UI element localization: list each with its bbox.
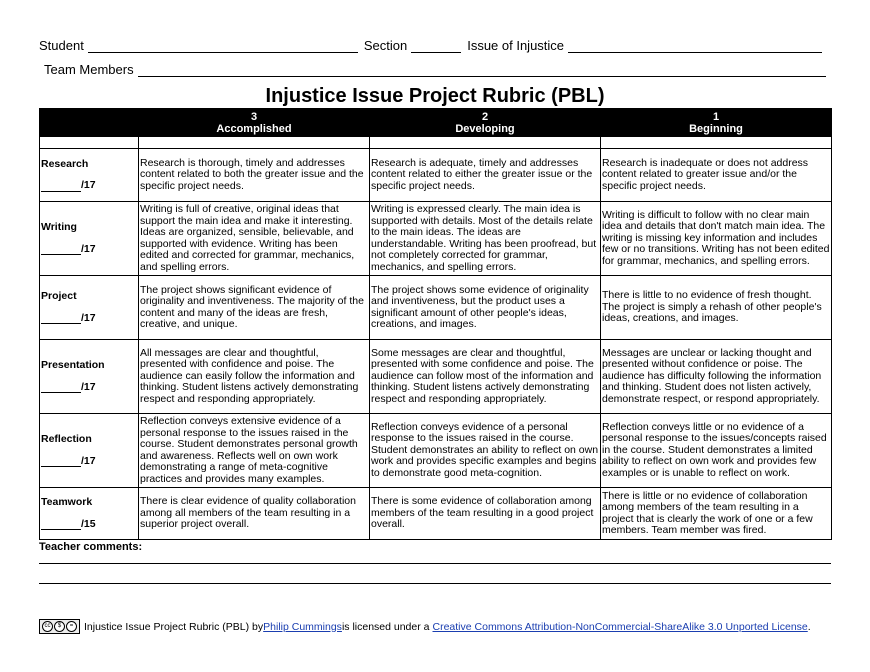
footer-work-title: Injustice Issue Project Rubric (PBL) by [84, 620, 264, 633]
criteria-cell: There is little to no evidence of fresh thought. The project is simply a rehash of other people's ideas, creations, and images. [601, 276, 832, 340]
rubric-row-research [40, 149, 832, 202]
footer-period: . [807, 620, 811, 633]
score-blank[interactable] [41, 313, 81, 324]
score-blank[interactable] [41, 244, 81, 255]
score-blank[interactable] [41, 519, 81, 530]
criteria-cell: There is clear evidence of quality collaboration among all members of the team resulting in a superior project overall. [139, 488, 370, 540]
spacer-row [40, 137, 832, 149]
criteria-cell: Writing is expressed clearly. The main idea is supported with details. Most of the details relate to the main ideas. The ideas are understandable. Writing has been proofread, but not completely corrected for grammar, mechanics, and spelling errors. [370, 202, 601, 276]
score-blank[interactable] [41, 382, 81, 393]
rubric-row-project [40, 276, 832, 340]
rubric-row-teamwork [40, 488, 832, 540]
category-cell: Project /17 [40, 276, 139, 340]
column-header-developing: 2 Developing [370, 109, 601, 137]
teacher-comments-label: Teacher comments: [39, 541, 143, 553]
category-cell: Presentation /17 [40, 340, 139, 414]
rubric-table [39, 108, 832, 540]
team-field-row [44, 62, 830, 77]
footer-license-text: is licensed under a [341, 620, 430, 633]
criteria-cell: Writing is full of creative, original ideas that support the main idea and make it interesting. Ideas are organized, sensible, believable, and supported with evidence. Writing has been edited and corrected for grammar, mechanics, and spelling errors. [139, 202, 370, 276]
student-label: Student [39, 38, 84, 53]
section-label: Section [363, 38, 408, 53]
criteria-cell: Research is adequate, timely and addresses content related to either the greater issue or the specific project needs. [370, 149, 601, 202]
rubric-header-row [40, 109, 832, 137]
creative-commons-badge-icon: cc $ = [39, 619, 80, 634]
criteria-cell: Research is thorough, timely and addresses content related to both the greater issue and the specific project needs. [139, 149, 370, 202]
student-name-blank[interactable] [88, 40, 358, 53]
criteria-cell: Reflection conveys little or no evidence of a personal response to the issues/concepts raised in the course. Student demonstrates a limited ability to reflect on own work and provides few examples or is unable to reflect on work. [601, 414, 832, 488]
section-blank[interactable] [411, 40, 461, 53]
team-members-blank[interactable] [138, 64, 826, 77]
category-cell: Teamwork /15 [40, 488, 139, 540]
criteria-cell: Reflection conveys evidence of a personal response to the issues raised in the course. Student demonstrates an ability to reflect on own work and provides specific examples and begins to demonstrate good meta-cognition. [370, 414, 601, 488]
issue-blank[interactable] [568, 40, 822, 53]
student-field-row [39, 38, 826, 53]
comment-line[interactable] [39, 563, 831, 564]
rubric-row-presentation [40, 340, 832, 414]
criteria-cell: All messages are clear and thoughtful, presented with confidence and poise. The audience can easily follow the information and thinking. Student listens actively demonstrating respect and responding appropriately. [139, 340, 370, 414]
author-link[interactable]: Philip Cummings [263, 620, 342, 633]
header-blank-cell [40, 109, 139, 137]
column-header-accomplished: 3 Accomplished [139, 109, 370, 137]
score-blank[interactable] [41, 456, 81, 467]
license-link[interactable]: Creative Commons Attribution-NonCommercial-ShareAlike 3.0 Unported License [432, 620, 808, 633]
license-footer [39, 619, 811, 634]
rubric-row-reflection [40, 414, 832, 488]
issue-label: Issue of Injustice [467, 38, 565, 53]
criteria-cell: Writing is difficult to follow with no clear main idea and details that don't match main idea. The writing is missing key information and includes few or no transitions. Writing has not been edited for grammar, mechanics, and spelling errors. [601, 202, 832, 276]
criteria-cell: The project shows significant evidence of originality and inventiveness. The majority of the content and many of the ideas are fresh, creative, and unique. [139, 276, 370, 340]
category-cell: Writing /17 [40, 202, 139, 276]
criteria-cell: Messages are unclear or lacking thought and presented without confidence or poise. The audience has difficulty following the information and thinking. Student does not listen actively, demonstrate respect, or respond appropriately. [601, 340, 832, 414]
category-cell: Research /17 [40, 149, 139, 202]
criteria-cell: Reflection conveys extensive evidence of a personal response to the issues raised in the course. Student demonstrates personal growth and awareness. Reflects well on own work demonstrating a range of meta-cognitive practices and provides many examples. [139, 414, 370, 488]
criteria-cell: There is little or no evidence of collaboration among members of the team resulting in a project that is clearly the work of one or a few members. Team member was fired. [601, 488, 832, 540]
comment-line[interactable] [39, 583, 831, 584]
column-header-beginning: 1 Beginning [601, 109, 832, 137]
criteria-cell: The project shows some evidence of originality and inventiveness, but the product uses a significant amount of other people's ideas, creations, and images. [370, 276, 601, 340]
criteria-cell: Research is inadequate or does not address content related to greater issue and/or the specific project needs. [601, 149, 832, 202]
criteria-cell: Some messages are clear and thoughtful, presented with some confidence and poise. The audience can follow most of the information and thinking. Student listens actively demonstrating respect and responding appropriately. [370, 340, 601, 414]
team-members-label: Team Members [44, 62, 134, 77]
rubric-row-writing [40, 202, 832, 276]
page-title: Injustice Issue Project Rubric (PBL) [265, 85, 605, 107]
category-cell: Reflection /17 [40, 414, 139, 488]
score-blank[interactable] [41, 181, 81, 192]
criteria-cell: There is some evidence of collaboration among members of the team resulting in a good project overall. [370, 488, 601, 540]
